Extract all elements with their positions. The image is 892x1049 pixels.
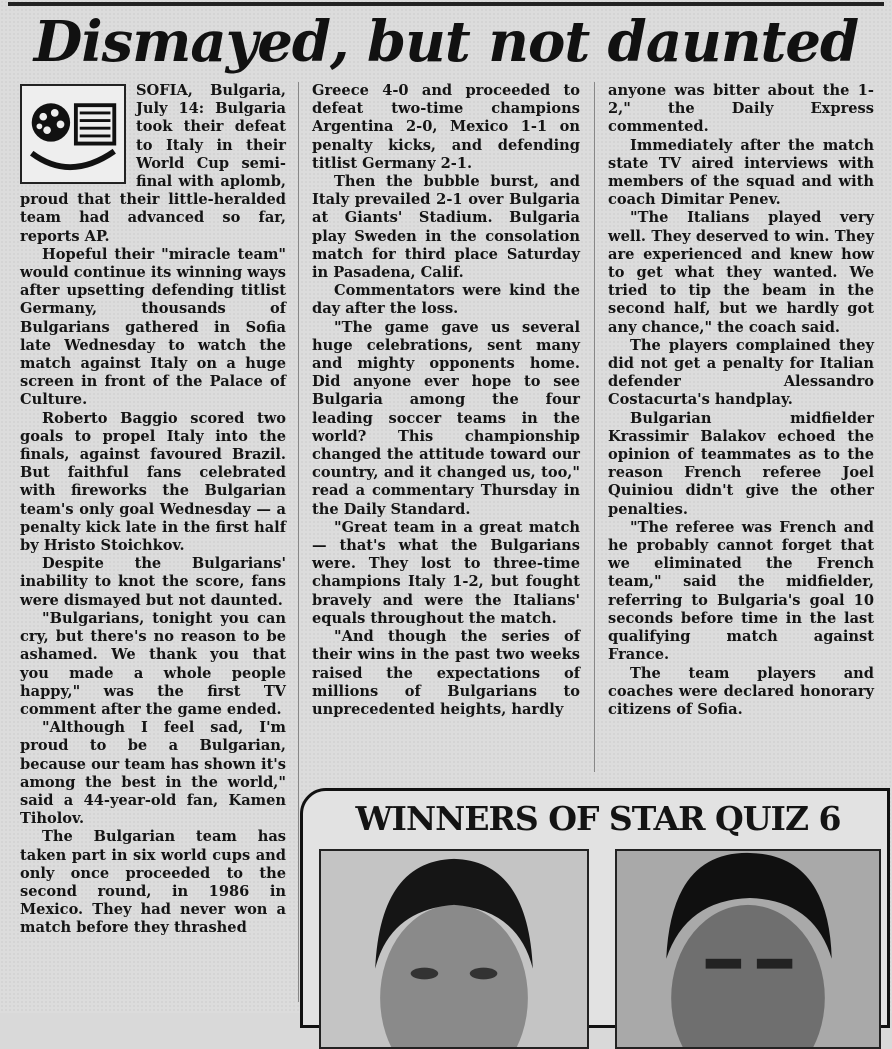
article-paragraph: The Bulgarian team has taken part in six world cups and only once proceeded to the second round, in 1986 in Mexico. They had never won a match before they thrashed — [20, 828, 286, 937]
quiz-title: WINNERS OF STAR QUIZ 6 — [355, 799, 841, 838]
article-column-1 — [20, 82, 286, 938]
article-paragraph: SOFIA, Bulgaria, July 14: Bulgaria took their defeat to Italy in their World Cup semi-final with aplomb, proud that their little-heralded team had advanced so far, reports AP. — [20, 82, 286, 245]
article-paragraph: Roberto Baggio scored two goals to propel Italy into the finals, against favoured Brazil. But faithful fans celebrated with fireworks the Bulgarian team's only goal Wednesday — a penalty kick late in the first half by Hristo Stoichkov. — [20, 409, 286, 555]
quiz-winners-box — [300, 788, 890, 1028]
article-paragraph: "The Italians played very well. They deserved to win. They are experienced and knew how to get what they wanted. We tried to tip the beam in the second half, but we hardly got any chance," the coach said. — [608, 209, 874, 336]
article-paragraph: "And though the series of their wins in the past two weeks raised the expectations of millions of Bulgarians to unprecedented heights, hardly — [312, 628, 580, 718]
winner-photo — [615, 849, 881, 1049]
headline: Dismayed, but not daunted — [33, 9, 859, 75]
article-paragraph: "Bulgarians, tonight you can cry, but there's no reason to be ashamed. We thank you that you made a whole people happy," was the first TV comment after the game ended. — [20, 609, 286, 718]
article-paragraph: The players complained they did not get a penalty for Italian defender Alessandro Costacurta's handplay. — [608, 336, 874, 409]
winner-photo — [319, 849, 589, 1049]
article-paragraph: Greece 4-0 and proceeded to defeat two-time champions Argentina 2-0, Mexico 1-1 on penalty kicks, and defending titlist Germany 2-1. — [312, 82, 580, 172]
article-paragraph: Hopeful their "miracle team" would continue its winning ways after upsetting defending titlist Germany, thousands of Bulgarians gathered in Sofia late Wednesday to watch the match against Italy on a huge screen in front of the Palace of Culture. — [20, 245, 286, 409]
article-paragraph: Immediately after the match state TV aired interviews with members of the squad and with coach Dimitar Penev. — [608, 136, 874, 209]
article-paragraph: "Although I feel sad, I'm proud to be a Bulgarian, because our team has shown it's among the best in the world," said a 44-year-old fan, Kamen Tiholov. — [20, 719, 286, 828]
column-divider — [594, 82, 595, 772]
article-paragraph: "Great team in a great match — that's what the Bulgarians were. They lost to three-time champions Italy 1-2, but fought bravely and were the Italians' equals throughout the match. — [312, 518, 580, 627]
article-paragraph: anyone was bitter about the 1-2," the Daily Express commented. — [608, 82, 874, 136]
article-paragraph: Despite the Bulgarians' inability to knot the score, fans were dismayed but not daunted. — [20, 555, 286, 609]
article-column-2 — [312, 82, 580, 719]
article-paragraph: Then the bubble burst, and Italy prevailed 2-1 over Bulgaria at Giants' Stadium. Bulgaria play Sweden in the consolation match for third place Saturday in Pasadena, Calif. — [312, 173, 580, 282]
article-paragraph: Commentators were kind the day after the loss. — [312, 282, 580, 318]
column-divider — [298, 82, 299, 1002]
world-cup-logo-icon — [20, 84, 126, 184]
article-paragraph: "The game gave us several huge celebrations, sent many and mighty opponents home. Did anyone ever hope to see Bulgaria among the four leading soccer teams in the world? This championship changed the attitude toward our country, and it changed us, too," read a commentary Thursday in the Daily Standard. — [312, 318, 580, 518]
article-paragraph: Bulgarian midfielder Krassimir Balakov echoed the opinion of teammates as to the reason French referee Joel Quiniou didn't give the other penalties. — [608, 409, 874, 518]
article-paragraph: The team players and coaches were declared honorary citizens of Sofia. — [608, 664, 874, 718]
article-paragraph: "The referee was French and he probably cannot forget that we eliminated the French team," said the midfielder, referring to Bulgaria's goal 10 seconds before time in the last qualifying match against France. — [608, 518, 874, 664]
article-column-3 — [608, 82, 874, 782]
